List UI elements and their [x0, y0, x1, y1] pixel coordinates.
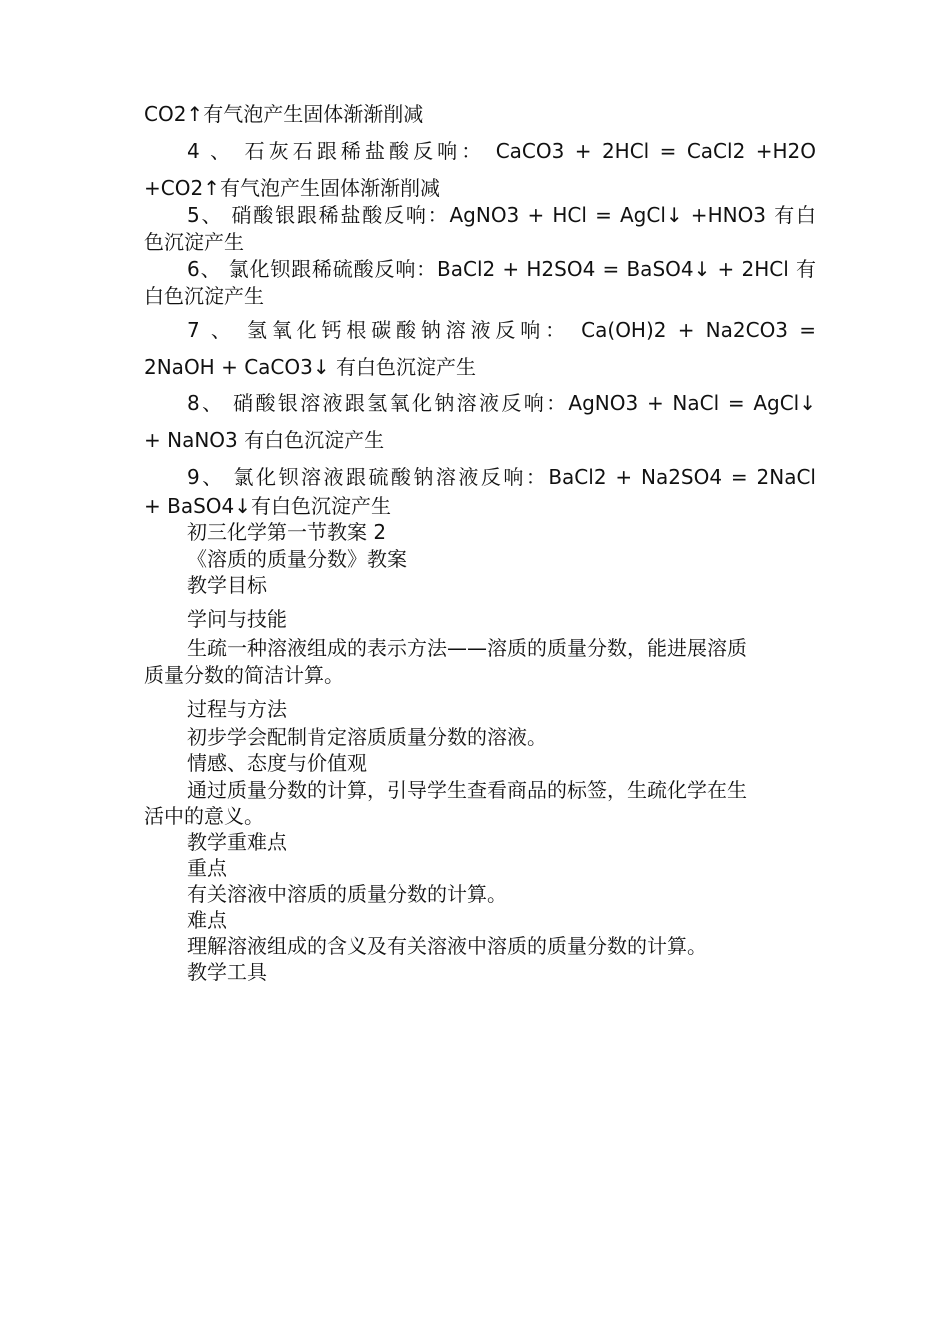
text-line: + BaSO4↓有白色沉淀产生: [144, 494, 392, 518]
heading-key-difficult-points: 教学重难点: [187, 830, 287, 854]
text-line: +CO2↑有气泡产生固体渐渐削减: [144, 176, 440, 200]
text-line: 理解溶液组成的含义及有关溶液中溶质的质量分数的计算。: [187, 934, 707, 958]
reaction-8-line: 8、 硝酸银溶液跟氢氧化钠溶液反响：AgNO3 + NaCl = AgCl↓: [187, 391, 816, 415]
heading-teaching-goals: 教学目标: [187, 573, 267, 597]
reaction-7-line: 7 、 氢氧化钙根碳酸钠溶液反响： Ca(OH)2 + Na2CO3 =: [187, 318, 816, 342]
reaction-4-line: 4 、 石灰石跟稀盐酸反响： CaCO3 + 2HCl = CaCl2 +H2O: [187, 139, 816, 163]
text-line: 2NaOH + CaCO3↓ 有白色沉淀产生: [144, 355, 476, 379]
text-line: CO2↑有气泡产生固体渐渐削减: [144, 102, 424, 126]
heading-teaching-tools: 教学工具: [187, 960, 267, 984]
heading-knowledge-skills: 学问与技能: [187, 607, 287, 631]
text-line: 色沉淀产生: [144, 230, 244, 254]
reaction-5-line: 5、 硝酸银跟稀盐酸反响：AgNO3 + HCl = AgCl↓ +HNO3 有白: [187, 203, 816, 227]
text-line: 白色沉淀产生: [144, 284, 264, 308]
reaction-9-line: 9、 氯化钡溶液跟硫酸钠溶液反响：BaCl2 + Na2SO4 = 2NaCl: [187, 465, 816, 489]
text-line: 活中的意义。: [144, 804, 264, 828]
text-line: 生疏一种溶液组成的表示方法——溶质的质量分数，能进展溶质: [187, 636, 747, 660]
text-line: 通过质量分数的计算，引导学生查看商品的标签，生疏化学在生: [187, 778, 747, 802]
text-line: 质量分数的简洁计算。: [144, 663, 344, 687]
heading-difficult-point: 难点: [187, 908, 227, 932]
text-line: + NaNO3 有白色沉淀产生: [144, 428, 385, 452]
reaction-6-line: 6、 氯化钡跟稀硫酸反响：BaCl2 + H2SO4 = BaSO4↓ + 2HCl 有: [187, 257, 816, 281]
heading-values: 情感、态度与价值观: [187, 751, 367, 775]
lesson-title: 《溶质的质量分数》教案: [187, 547, 407, 571]
heading-process-method: 过程与方法: [187, 697, 287, 721]
heading-key-point: 重点: [187, 856, 227, 880]
text-line: 有关溶液中溶质的质量分数的计算。: [187, 882, 507, 906]
section-title: 初三化学第一节教案 2: [187, 520, 387, 544]
text-line: 初步学会配制肯定溶质质量分数的溶液。: [187, 725, 547, 749]
